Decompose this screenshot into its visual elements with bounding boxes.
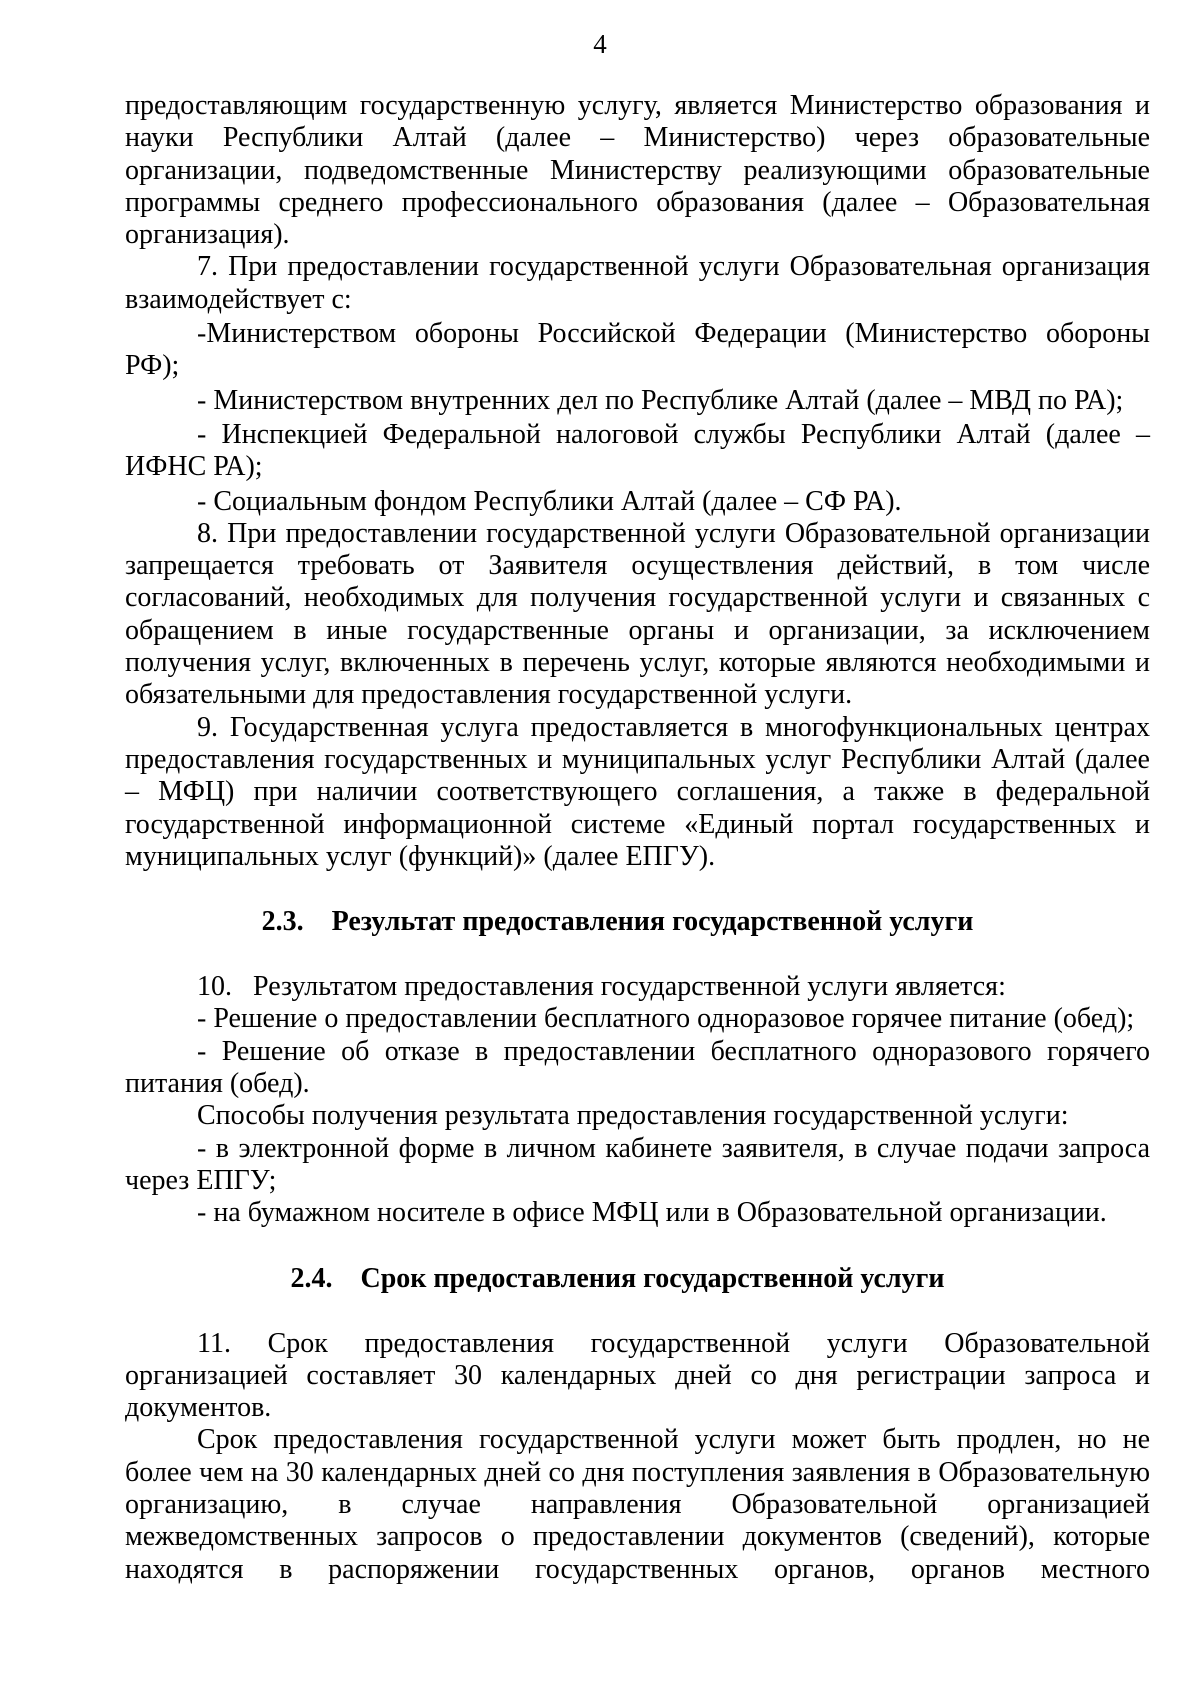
list-item-decision-refusal: - Решение об отказе в предоставлении бесплатного одноразового горячего питания (обед). [125,1035,1150,1100]
list-item-mod: -Министерством обороны Российской Федерации (Министерство обороны РФ); [125,318,1150,382]
paragraph-item-8: 8. При предоставлении государственной услуги Образовательной организации запрещается требовать от Заявителя осуществления действий, в том числе согласований, необходимых для получения государственной услуги и связанных с обращением в иные государственные органы и организации, за исключением получения услуг, включенных в перечень услуг, которые являются необходимыми и обязательными для предоставления государственной услуги. [125,517,1150,711]
list-item-electronic: - в электронной форме в личном кабинете заявителя, в случае подачи запроса через ЕПГУ; [125,1132,1150,1196]
paragraph-item-9: 9. Государственная услуга предоставляется в многофункциональных центрах предоставления государственных и муниципальных услуг Республики Алтай (далее – МФЦ) при наличии соответствующего соглашения, а также в федеральной государственной информационной системе «Единый портал государственных и муниципальных услуг (функций)» (далее ЕПГУ). [125,711,1150,872]
page-number: 4 [593,29,607,59]
paragraph-extension: Срок предоставления государственной услуги может быть продлен, но не более чем на 30 календарных дней со дня поступления заявления в Образовательную организацию, в случае направления Образовательной организацией межведомственных запросов о предоставлении документов (сведений), которые находятся в распоряжении государственных органов, органов местного [125,1424,1150,1585]
paragraph-result-methods: Способы получения результата предоставления государственной услуги: [197,1100,1069,1132]
list-item-mvd: - Министерством внутренних дел по Республике Алтай (далее – МВД по РА); [197,384,1124,416]
paragraph-item-11: 11. Срок предоставления государственной услуги Образовательной организацией составляет 30 календарных дней со дня регистрации запроса и документов. [125,1327,1150,1424]
paragraph-item-10: 10. Результатом предоставления государственной услуги является: [197,971,1006,1003]
section-number: 2.4. [290,1262,333,1294]
list-item-ifns: - Инспекцией Федеральной налоговой службы Республики Алтай (далее – ИФНС РА); [125,418,1150,483]
section-heading-2-3 [125,905,1150,939]
section-title: Результат предоставления государственной услуги [331,906,974,938]
paragraph-continuation: предоставляющим государственную услугу, является Министерство образования и науки Республики Алтай (далее – Министерство) через образовательные организации, подведомственные Министерству реализующими образовательные программы среднего профессионального образования (далее – Образовательная организация). [125,90,1150,251]
section-heading-2-4 [125,1262,1150,1296]
list-item-decision-grant: - Решение о предоставлении бесплатного одноразовое горячее питание (обед); [197,1003,1135,1035]
section-number: 2.3. [261,906,304,938]
list-item-paper: - на бумажном носителе в офисе МФЦ или в Образовательной организации. [197,1197,1107,1229]
paragraph-item-7: 7. При предоставлении государственной услуги Образовательная организация взаимодействует с: [125,251,1150,315]
section-title: Срок предоставления государственной услуги [360,1262,945,1294]
list-item-sf: - Социальным фондом Республики Алтай (далее – СФ РА). [197,485,902,517]
document-body [125,90,1150,1586]
